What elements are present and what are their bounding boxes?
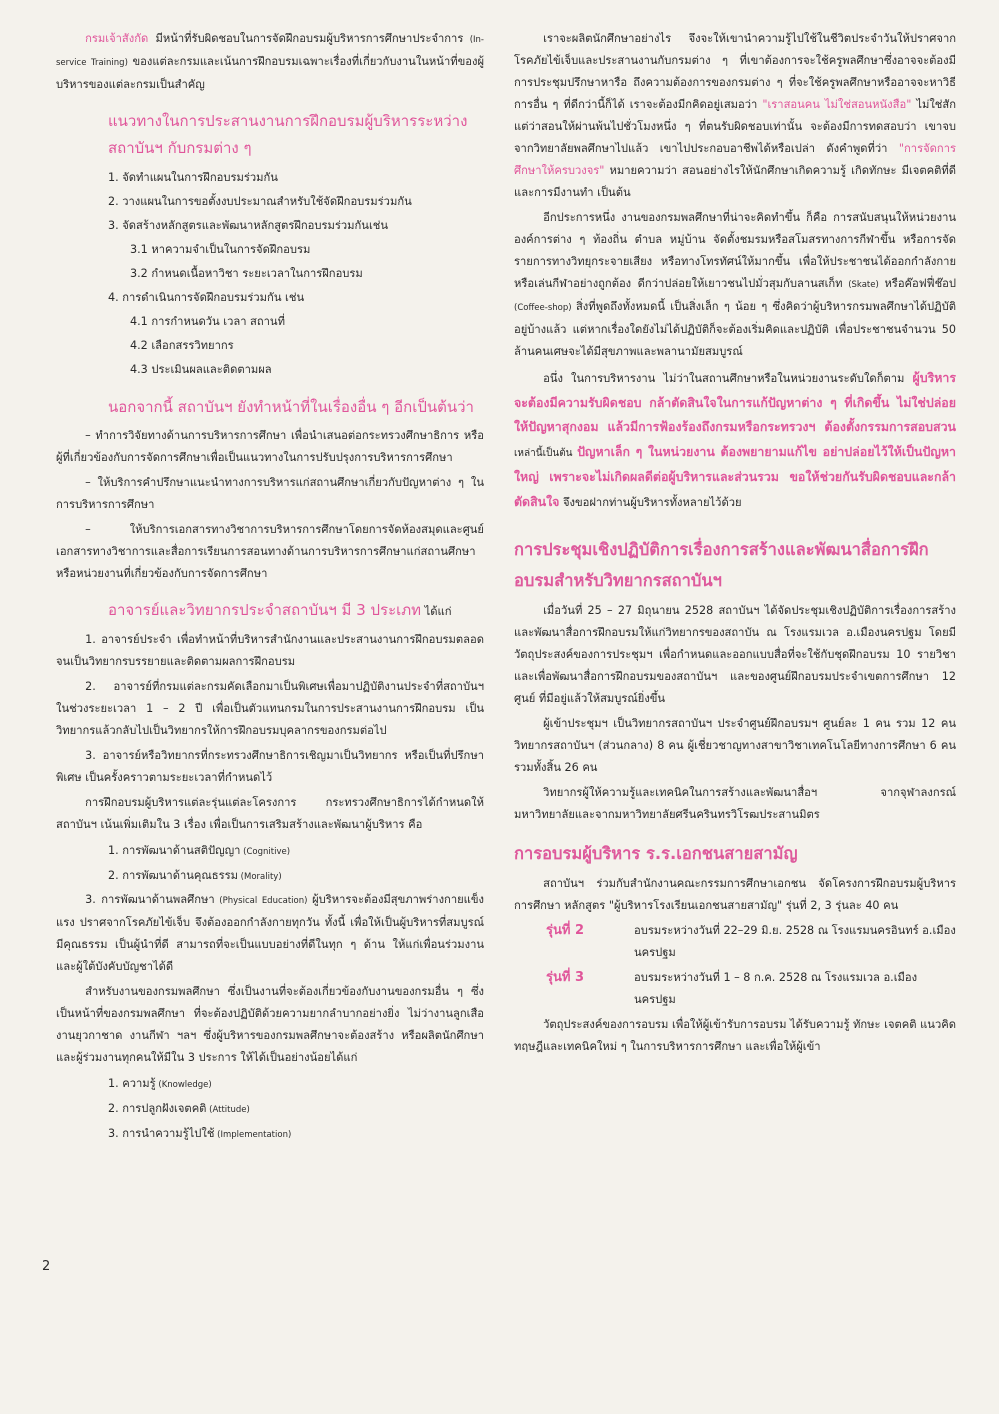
text-run: หมายความว่า สอนอย่างไรให้นักศึกษาเกิดความรู้ เกิดทักษะ มีเจตคติที่ดี และการมีงานทำ เป็นต้น — [514, 164, 956, 199]
pe-paragraph: สำหรับงานของกรมพลศึกษา ซึ่งเป็นงานที่จะต้องเกี่ยวข้องกับงานของกรมอื่น ๆ ซึ่งเป็นหน้าที่ของกรมพลศึกษา ที่จะต้องปฏิบัติด้วยความยากลำบากอย่างยิ่ง ไม่ว่างานลูกเสือ งานยุวกาชาด งานกีฬา ฯลฯ ซึ่งผู้บริหารของกรมพลศึกษาจะต้องสร้าง หรือผลิตนักศึกษาและผู้ร่วมงานทุกคนให้มีใน 3 ประการ ให้ได้เป็นอย่างน้อยได้แก่ — [56, 985, 484, 1064]
pe-item-th: 2. การปลูกฝังเจตคติ — [108, 1102, 207, 1115]
guideline-item: 4. การดำเนินการจัดฝึกอบรมร่วมกัน เช่น — [108, 291, 305, 304]
intro-paragraph — [56, 28, 484, 96]
sports-paragraph — [514, 207, 956, 363]
development-pe-paragraph — [56, 889, 484, 978]
guidelines-heading: แนวทางในการประสานงานการฝึกอบรมผู้บริหารระหว่างสถาบันฯ กับกรมต่าง ๆ — [108, 112, 468, 157]
pe-item — [56, 1072, 484, 1097]
intro-text: มีหน้าที่รับผิดชอบในการจัดฝึกอบรมผู้บริหารการศึกษาประจำการ — [148, 32, 464, 45]
pe-item — [56, 1122, 484, 1147]
pe-item-en: (Knowledge) — [155, 1080, 212, 1090]
guideline-item: 3. จัดสร้างหลักสูตรและพัฒนาหลักสูตรฝึกอบรมร่วมกันเช่น — [108, 219, 389, 232]
instructor-item: 1. อาจารย์ประจำ เพื่อทำหน้าที่บริหารสำนักงานและประสานงานการฝึกอบรมตลอดจนเป็นวิทยากรบรรยายและติดตามผลการฝึกอบรม — [56, 633, 484, 668]
left-column — [56, 28, 484, 1147]
workshop-paragraph: เมื่อวันที่ 25 – 27 มิถุนายน 2528 สถาบันฯ ได้จัดประชุมเชิงปฏิบัติการเรื่องการสร้างและพัฒนาสื่อการฝึกอบรมให้แก่วิทยากรของสถาบัน ณ โรงแรมเวล อ.เมืองนครปฐม โดยมีวัตถุประสงค์ของการประชุมฯ เพื่อกำหนดและออกแบบสื่อที่จะใช้กับชุดฝึกอบรม 10 รายวิชา และเพื่อพัฒนาสื่อการฝึกอบรมของสถาบันฯ และของศูนย์ฝึกอบรมประจำเขตการศึกษา 12 ศูนย์ ที่มีอยู่แล้วให้สมบูรณ์ยิ่งขึ้น — [514, 604, 956, 705]
right-column — [514, 28, 956, 1061]
run-text: อบรมระหว่างวันที่ 22–29 มิ.ย. 2528 ณ โรงแรมนครอินทร์ อ.เมืองนครปฐม — [634, 924, 956, 959]
teaching-paragraph — [514, 28, 956, 204]
text-run: อนึ่ง ในการบริหารงาน ไม่ว่าในสถานศึกษาหรือในหน่วยงานระดับใดก็ตาม — [543, 372, 913, 385]
development-pe-text: ผู้บริหารจะต้องมีสุขภาพร่างกายแข็งแรง ปราศจากโรคภัยไข้เจ็บ จึงต้องออกกำลังกายทุกวัน ทั้งนี้ เพื่อให้เป็นผู้บริหารที่สมบูรณ์ มีคุณธรรม เป็นผู้นำที่ดี สามารถที่จะเป็นแบบอย่างที่ดีในทุก ๆ ด้าน ให้แก่เพื่อนร่วมงานและผู้ใต้บังคับบัญชาได้ดี — [56, 893, 484, 973]
intro-lead: กรมเจ้าสังกัด — [85, 32, 149, 45]
run-label: รุ่นที่ 3 — [546, 970, 585, 985]
duty-item: – ทำการวิจัยทางด้านการบริหารการศึกษา เพื่อนำเสนอต่อกระทรวงศึกษาธิการ หรือผู้ที่เกี่ยวข้องกับการจัดการศึกษาเพื่อเป็นแนวทางในการปรับปรุงการบริหารการศึกษา — [56, 429, 484, 464]
quote-full-cycle: "การจัดการศึกษาให้ครบวงจร" — [514, 142, 956, 177]
private-school-paragraph: สถาบันฯ ร่วมกับสำนักงานคณะกรรมการศึกษาเอกชน จัดโครงการฝึกอบรมผู้บริหารการศึกษา หลักสูตร "ผู้บริหารโรงเรียนเอกชนสายสามัญ" รุ่นที่ 2, 3 รุ่นละ 40 คน — [514, 877, 956, 912]
development-item — [56, 839, 484, 864]
emphasis-text: ผู้บริหารจะต้องมีความรับผิดชอบ กล้าตัดสินใจในการแก้ปัญหาต่าง ๆ ที่เกิดขึ้น ไม่ใช่ปล่อยให้ปัญหาสุกงอม แล้วมีการฟ้องร้องถึงกรมหรือกระทรวงฯ ต้องตั้งกรรมการสอบสวน — [514, 370, 956, 434]
workshop-paragraph: วิทยากรผู้ให้ความรู้และเทคนิคในการสร้างและพัฒนาสื่อฯ จากจุฬาลงกรณ์มหาวิทยาลัยและจากมหาวิทยาลัยศรีนครินทรวิโรฒประสานมิตร — [514, 786, 956, 821]
development-pe-en: (Physical Education) — [214, 896, 313, 906]
guideline-subitem: 3.1 หาความจำเป็นในการจัดฝึกอบรม — [130, 243, 311, 256]
development-morality: 2. การพัฒนาด้านคุณธรรม — [108, 869, 238, 882]
instructors-heading — [56, 597, 484, 625]
pe-item-en: (Attitude) — [206, 1105, 250, 1115]
text-run: เหล่านี้เป็นต้น — [514, 448, 578, 459]
development-item — [56, 864, 484, 889]
duty-item: – ให้บริการคำปรึกษาแนะนำทางการบริหารแก่สถานศึกษาเกี่ยวกับปัญหาต่าง ๆ ในการบริหารการศึกษา — [56, 476, 484, 511]
private-school-heading: การอบรมผู้บริหาร ร.ร.เอกชนสายสามัญ — [514, 844, 798, 863]
guideline-item: 2. วางแผนในการขอตั้งงบประมาณสำหรับใช้จัดฝึกอบรมร่วมกัน — [108, 195, 412, 208]
intro-small: (In-service Training) — [56, 35, 484, 68]
text-run: อีกประการหนึ่ง งานของกรมพลศึกษาที่น่าจะคิดทำขึ้น ก็คือ การสนับสนุนให้หน่วยงาน องค์การต่าง ๆ ท้องถิ่น ตำบล หมู่บ้าน จัดตั้งชมรมหรือสโมสรทางการกีฬาขึ้น หรือการจัดรายการทางวิทยุกระจายเสียง หรือทางโทรทัศน์ให้มากขึ้น เพื่อให้ประชาชนได้ออกกำลังกายหรือเล่นกีฬาอย่างถูกต้อง ดีกว่าปล่อยให้เยาวชนไปมั่วสุมกับลานสเก็ท — [514, 211, 956, 290]
guideline-item: 1. จัดทำแผนในการฝึกอบรมร่วมกัน — [108, 171, 278, 184]
instructors-heading-tail: ได้แก่ — [421, 605, 452, 618]
text-small: (Coffee-shop) — [514, 303, 576, 313]
text-run: สิ่งที่พูดถึงทั้งหมดนี้ เป็นสิ่งเล็ก ๆ น้อย ๆ ซึ่งคิดว่าผู้บริหารกรมพลศึกษาได้ปฏิบัติอยู่บ้างแล้ว แต่หากเรื่องใดยังไม่ได้ปฏิบัติก็จะต้องเริ่มคิดและปฏิบัติ เพื่อประชาชนจำนวน 50 ล้านคนเศษจะได้มีสุขภาพและพลานามัยสมบูรณ์ — [514, 300, 957, 358]
instructor-item: 3. อาจารย์หรือวิทยากรที่กระทรวงศึกษาธิการเชิญมาเป็นวิทยากร หรือเป็นที่ปรึกษาพิเศษ เป็นครั้งคราวตามระยะเวลาที่กำหนดไว้ — [56, 749, 484, 784]
workshop-paragraph: ผู้เข้าประชุมฯ เป็นวิทยากรสถาบันฯ ประจำศูนย์ฝึกอบรมฯ ศูนย์ละ 1 คน รวม 12 คน วิทยากรสถาบันฯ (ส่วนกลาง) 8 คน ผู้เชี่ยวชาญทางสาขาวิชาเทคโนโลยีทางการศึกษา 6 คน รวมทั้งสิ้น 26 คน — [514, 717, 956, 774]
training-paragraph: การฝึกอบรมผู้บริหารแต่ละรุ่นแต่ละโครงการ กระทรวงศึกษาธิการได้กำหนดให้สถาบันฯ เน้นเพิ่มเติมใน 3 เรื่อง เพื่อเป็นการเสริมสร้างและพัฒนาผู้บริหาร คือ — [56, 796, 484, 831]
development-cognitive-en: (Cognitive) — [240, 847, 291, 857]
pe-item — [56, 1097, 484, 1122]
other-duties-heading: นอกจากนี้ สถาบันฯ ยังทำหน้าที่ในเรื่องอื่น ๆ อีกเป็นต้นว่า — [108, 398, 474, 416]
development-morality-en: (Morality) — [237, 872, 282, 882]
emphasis-text: ปัญหาเล็ก ๆ ในหน่วยงาน ต้องพยายามแก้ไข อย่าปล่อยไว้ให้เป็นปัญหาใหญ่ เพราะจะไม่เกิดผลดีต่อผู้บริหารและส่วนรวม ขอให้ช่วยกันรับผิดชอบและกล้าตัดสินใจ — [514, 444, 956, 509]
instructors-heading-text: อาจารย์และวิทยากรประจำสถาบันฯ มี 3 ประเภท — [108, 601, 422, 619]
pe-item-th: 1. ความรู้ — [108, 1077, 156, 1090]
run-text: อบรมระหว่างวันที่ 1 – 8 ก.ค. 2528 ณ โรงแรมเวล อ.เมืองนครปฐม — [634, 971, 918, 1006]
duty-item: – ให้บริการเอกสารทางวิชาการบริหารการศึกษาโดยการจัดห้องสมุดและศูนย์เอกสารทางวิชาการและสื่อการเรียนการสอนทางด้านการบริหารการศึกษาแก่สถานศึกษาหรือหน่วยงานที่เกี่ยวข้องกับการจัดการศึกษา — [56, 523, 484, 580]
pe-item-th: 3. การนำความรู้ไปใช้ — [108, 1127, 215, 1140]
training-run — [514, 920, 956, 964]
development-cognitive: 1. การพัฒนาด้านสติปัญญา — [108, 844, 241, 857]
text-run: เราจะผลิตนักศึกษาอย่างไร จึงจะให้เขานำความรู้ไปใช้ในชีวิตประจำวันให้ปราศจากโรคภัยไข้เจ็บและประสานงานกับกรมต่าง ๆ ที่เขาต้องการจะใช้ครูพลศึกษาซึ่งอาจจะต้องมีการประชุมปรึกษาหารือ ถึงความต้องการของกรมต่าง ๆ ที่จะใช้ครูพลศึกษาหรืออาจจะหาวิธีการอื่น ๆ ที่ดีกว่านี้ก็ได้ เราจะต้องมีกคิดอยู่เสมอว่า — [514, 32, 956, 111]
text-run: ไม่ใช่สักแต่ว่าสอนให้ผ่านพ้นไปชั่วโมงหนึ่ง ๆ ที่ตนรับผิดชอบเท่านั้น จะต้องมีการทดสอบว่า เขาจบจากวิทยาลัยพลศึกษาไปแล้ว เขาไปประกอบอาชีพได้หรือเปล่า ดังคำพูดที่ว่า — [514, 98, 956, 155]
development-pe: 3. การพัฒนาด้านพลศึกษา — [85, 893, 215, 906]
training-run — [514, 967, 956, 1011]
instructor-item: 2. อาจารย์ที่กรมแต่ละกรมคัดเลือกมาเป็นพิเศษเพื่อมาปฏิบัติงานประจำที่สถาบันฯ ในช่วงระยะเวลา 1 – 2 ปี เพื่อเป็นตัวแทนกรมในการประสานงานการฝึกอบรม เป็นวิทยากรแล้วกลับไปเป็นวิทยากรให้การฝึกอบรมบุคลากรของกรมต่อไป — [56, 680, 484, 737]
quote-teach-people: "เราสอนคน ไม่ใช่สอนหนังสือ" — [762, 98, 912, 111]
text-run: หรือค๊อฟฟี่ช๊อป — [884, 277, 956, 290]
guideline-subitem: 4.2 เลือกสรรวิทยากร — [130, 339, 234, 352]
guideline-subitem: 4.3 ประเมินผลและติดตามผล — [130, 363, 272, 376]
guideline-subitem: 3.2 กำหนดเนื้อหาวิชา ระยะเวลาในการฝึกอบรม — [130, 267, 363, 280]
guideline-subitem: 4.1 การกำหนดวัน เวลา สถานที่ — [130, 315, 285, 328]
workshop-heading: การประชุมเชิงปฏิบัติการเรื่องการสร้างและพัฒนาสื่อการฝึกอบรมสำหรับวิทยากรสถาบันฯ — [514, 540, 929, 590]
text-small: (Skate) — [842, 280, 885, 290]
responsibility-paragraph — [514, 366, 956, 514]
pe-item-en: (Implementation) — [214, 1130, 292, 1140]
text-run: จึงขอฝากท่านผู้บริหารทั้งหลายไว้ด้วย — [559, 495, 742, 509]
run-label: รุ่นที่ 2 — [546, 923, 585, 938]
objective-paragraph: วัตถุประสงค์ของการอบรม เพื่อให้ผู้เข้ารับการอบรม ได้รับความรู้ ทักษะ เจตคติ แนวคิด ทฤษฎีและเทคนิคใหม่ ๆ ในการบริหารการศึกษา และเพื่อให้ผู้เข้า — [514, 1018, 956, 1053]
intro-text-2: ของแต่ละกรมและเน้นการฝึกอบรมเฉพาะเรื่องที่เกี่ยวกับงานในหน้าที่ของผู้บริหารของแต่ละกรมเป็นสำคัญ — [56, 55, 484, 91]
page-number: 2 — [42, 1259, 51, 1274]
